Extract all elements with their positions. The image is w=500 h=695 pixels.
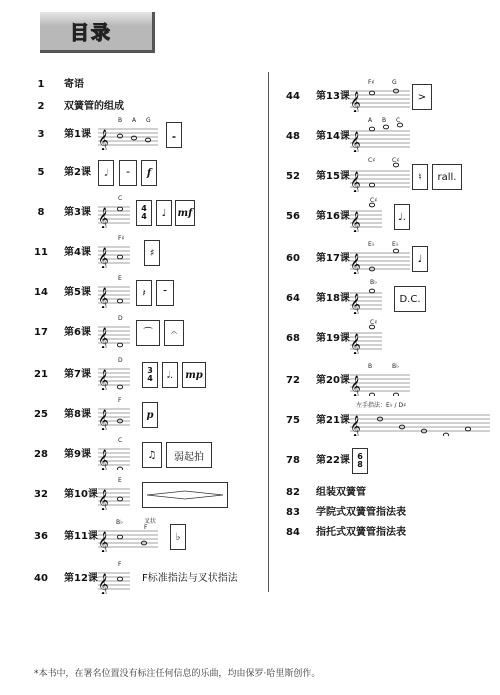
music-staff: [350, 82, 412, 112]
note-label: B: [368, 363, 373, 370]
note-label: C: [396, 117, 401, 124]
note-label: F: [144, 524, 148, 531]
page-number: 28: [34, 449, 48, 460]
fingering-text: F标准指法与叉状指法: [142, 573, 238, 584]
toc-row[interactable]: [28, 235, 268, 268]
page-number: 82: [286, 487, 300, 498]
note-label: G: [392, 79, 397, 86]
entry-label: 指托式双簧管指法表: [316, 527, 406, 538]
svg-text:𝄞: 𝄞: [98, 328, 109, 348]
music-staff: [350, 366, 412, 396]
note-label: C: [118, 195, 123, 202]
toc-row[interactable]: [280, 117, 495, 152]
toc-row[interactable]: [280, 402, 495, 436]
toc-row[interactable]: [280, 446, 495, 476]
entry-label: 第8课: [64, 409, 91, 420]
entry-label: 第4课: [64, 247, 91, 258]
entry-label: 第3课: [64, 207, 91, 218]
svg-text:𝄞: 𝄞: [98, 490, 109, 510]
svg-text:𝄞: 𝄞: [350, 334, 361, 354]
half-note-box: 𝅗𝅥: [98, 160, 114, 186]
music-staff: [350, 324, 384, 354]
svg-text:𝄞: 𝄞: [98, 450, 109, 470]
quarter-rest-box: 𝄽: [136, 280, 152, 306]
entry-label: 第5课: [64, 287, 91, 298]
svg-text:𝄞: 𝄞: [98, 248, 109, 268]
music-staff: [350, 284, 384, 314]
page-number: 17: [34, 327, 48, 338]
note-label: D: [118, 315, 123, 322]
time-signature-box: 6 8: [352, 448, 368, 474]
page-number: 8: [37, 207, 45, 218]
toc-row[interactable]: [28, 437, 268, 470]
toc-row[interactable]: [280, 319, 495, 354]
note-label: F♯: [368, 79, 375, 86]
page-number: 56: [286, 211, 300, 222]
note-label: B♭: [116, 519, 123, 526]
sharp-box: ♯: [144, 240, 160, 266]
note-label: E: [118, 275, 122, 282]
page-number: 44: [286, 91, 300, 102]
entry-label: 第16课: [316, 211, 350, 222]
toc-row[interactable]: [28, 158, 268, 188]
note-label: C♯: [392, 157, 400, 164]
music-staff: [98, 522, 160, 552]
entry-label: 第13课: [316, 91, 350, 102]
music-staff: [98, 238, 132, 268]
page-number: 84: [286, 527, 300, 538]
dotted-half-note-box: 𝅗𝅥.: [162, 362, 178, 388]
page-number: 52: [286, 171, 300, 182]
entry-label: 第1课: [64, 129, 91, 140]
entry-label: 第14课: [316, 131, 350, 142]
note-label: D: [118, 357, 123, 364]
svg-text:𝄞: 𝄞: [98, 574, 109, 594]
entry-label: 第9课: [64, 449, 91, 460]
caption: 左手指法：E♭ / D♯: [356, 402, 406, 409]
toc-row[interactable]: [28, 117, 268, 150]
note-label: G: [146, 117, 151, 124]
page-number: 64: [286, 293, 300, 304]
page-number: 25: [34, 409, 48, 420]
note-label: C♯: [370, 197, 378, 204]
toc-row[interactable]: [280, 279, 495, 314]
note-label: A: [368, 117, 373, 124]
half-rest-box: 𝄼: [119, 160, 137, 186]
svg-text:𝄞: 𝄞: [350, 376, 361, 396]
music-staff: [98, 360, 132, 390]
page-number: 68: [286, 333, 300, 344]
note-label: F: [118, 561, 122, 568]
entry-label: 第12课: [64, 573, 98, 584]
footnote: *本书中，在署名位置没有标注任何信息的乐曲，均由保罗·哈里斯创作。: [34, 669, 321, 679]
toc-row[interactable]: [280, 363, 495, 396]
music-staff: [98, 564, 132, 594]
dc-box: D.C.: [394, 286, 426, 312]
column-divider: [268, 72, 269, 592]
music-staff: [350, 406, 492, 436]
caption: 叉状: [144, 518, 157, 525]
time-signature-box: 4 4: [136, 200, 152, 226]
dotted-quarter-box: ♩.: [394, 204, 410, 230]
svg-text:𝄞: 𝄞: [350, 212, 361, 232]
music-staff: [350, 162, 412, 192]
page-number: 78: [286, 455, 300, 466]
quarter-note-box: ♩: [156, 200, 172, 226]
note-label: C♯: [370, 319, 378, 326]
entry-label: 双簧管的组成: [64, 101, 124, 112]
svg-text:𝄞: 𝄞: [98, 130, 109, 150]
page-number: 2: [37, 101, 45, 112]
svg-text:𝄞: 𝄞: [98, 370, 109, 390]
entry-label: 第7课: [64, 369, 91, 380]
piano-box: p: [142, 402, 158, 428]
toc-row[interactable]: [280, 518, 495, 548]
fermata-box: 𝄐: [164, 320, 184, 346]
mezzo-forte-box: mf: [175, 200, 195, 226]
note-label: C: [118, 437, 123, 444]
toc-row[interactable]: [280, 197, 495, 232]
page-number: 60: [286, 253, 300, 264]
eighth-notes-box: ♫: [142, 442, 162, 468]
note-label: E♭: [392, 241, 399, 248]
svg-text:𝄞: 𝄞: [350, 254, 361, 274]
entry-label: 学院式双簧管指法表: [316, 507, 406, 518]
note-label: E: [118, 477, 122, 484]
time-signature-box: 3 4: [142, 362, 158, 388]
entry-label: 第20课: [316, 375, 350, 386]
note-label: F: [118, 397, 122, 404]
page-number: 32: [34, 489, 48, 500]
toc-row[interactable]: [280, 79, 495, 112]
entry-label: 寄语: [64, 79, 84, 90]
music-staff: [98, 278, 132, 308]
svg-text:𝄞: 𝄞: [98, 410, 109, 430]
toc-row[interactable]: [280, 241, 495, 274]
page-number: 11: [34, 247, 48, 258]
toc-row[interactable]: [28, 357, 268, 390]
entry-label: 第17课: [316, 253, 350, 264]
note-label: E♭: [368, 241, 375, 248]
page-number: 40: [34, 573, 48, 584]
music-staff: [350, 122, 412, 152]
entry-label: 第2课: [64, 167, 91, 178]
page-number: 5: [37, 167, 45, 178]
svg-text:𝄞: 𝄞: [98, 208, 109, 228]
page-title: 目录: [70, 22, 113, 44]
toc-row[interactable]: [28, 477, 268, 510]
page-number: 72: [286, 375, 300, 386]
entry-label: 第15课: [316, 171, 350, 182]
svg-text:𝄞: 𝄞: [98, 288, 109, 308]
music-staff: [350, 244, 412, 274]
flat-box: ♭: [170, 524, 186, 550]
note-label: B♭: [392, 363, 399, 370]
page-number: 48: [286, 131, 300, 142]
left-column: [28, 0, 268, 695]
note-label: A: [132, 117, 137, 124]
entry-label: 第6课: [64, 327, 91, 338]
page-number: 21: [34, 369, 48, 380]
entry-label: 第21课: [316, 415, 350, 426]
note-label: B♭: [370, 279, 377, 286]
note-label: B: [382, 117, 387, 124]
svg-text:𝄞: 𝄞: [350, 132, 361, 152]
music-staff: [98, 400, 132, 430]
page-number: 3: [37, 129, 45, 140]
page-number: 83: [286, 507, 300, 518]
mezzo-piano-box: mp: [182, 362, 206, 388]
right-column: [280, 0, 495, 695]
tie-box: ⁀: [136, 320, 160, 346]
entry-label: 第22课: [316, 455, 350, 466]
music-staff: [98, 318, 132, 348]
note-label: C♯: [368, 157, 376, 164]
note-label: B: [118, 117, 123, 124]
entry-label: 第19课: [316, 333, 350, 344]
page-number: 36: [34, 531, 48, 542]
toc-row[interactable]: [28, 397, 268, 430]
entry-label: 组装双簧管: [316, 487, 366, 498]
music-staff: [98, 480, 132, 510]
svg-text:𝄞: 𝄞: [350, 416, 361, 436]
natural-box: ♮: [412, 164, 428, 190]
entry-label: 第11课: [64, 531, 98, 542]
whole-rest-box: 𝄻: [156, 280, 174, 306]
whole-note-box: 𝅝: [166, 122, 182, 148]
rall-box: rall.: [432, 164, 462, 190]
accent-box: >: [412, 84, 432, 110]
toc-row[interactable]: [280, 157, 495, 192]
entry-label: 第10课: [64, 489, 98, 500]
note-label: F♯: [118, 235, 125, 242]
svg-text:𝄞: 𝄞: [350, 172, 361, 192]
svg-text:𝄞: 𝄞: [98, 532, 109, 552]
quarter-note-box: ♩: [412, 246, 428, 272]
toc-row[interactable]: [28, 561, 268, 594]
hairpin-box: [142, 482, 228, 508]
music-staff: [98, 120, 160, 150]
music-staff: [98, 440, 132, 470]
toc-row[interactable]: [28, 195, 268, 228]
entry-label: 第18课: [316, 293, 350, 304]
music-staff: [98, 198, 132, 228]
svg-text:𝄞: 𝄞: [350, 294, 361, 314]
svg-text:𝄞: 𝄞: [350, 92, 361, 112]
music-staff: [350, 202, 384, 232]
page-number: 14: [34, 287, 48, 298]
toc-row[interactable]: [28, 518, 268, 552]
page-number: 1: [37, 79, 45, 90]
anacrusis-box: 弱起拍: [166, 442, 212, 468]
forte-box: f: [141, 160, 157, 186]
toc-row[interactable]: [28, 275, 268, 308]
toc-row[interactable]: [28, 315, 268, 348]
page-number: 75: [286, 415, 300, 426]
